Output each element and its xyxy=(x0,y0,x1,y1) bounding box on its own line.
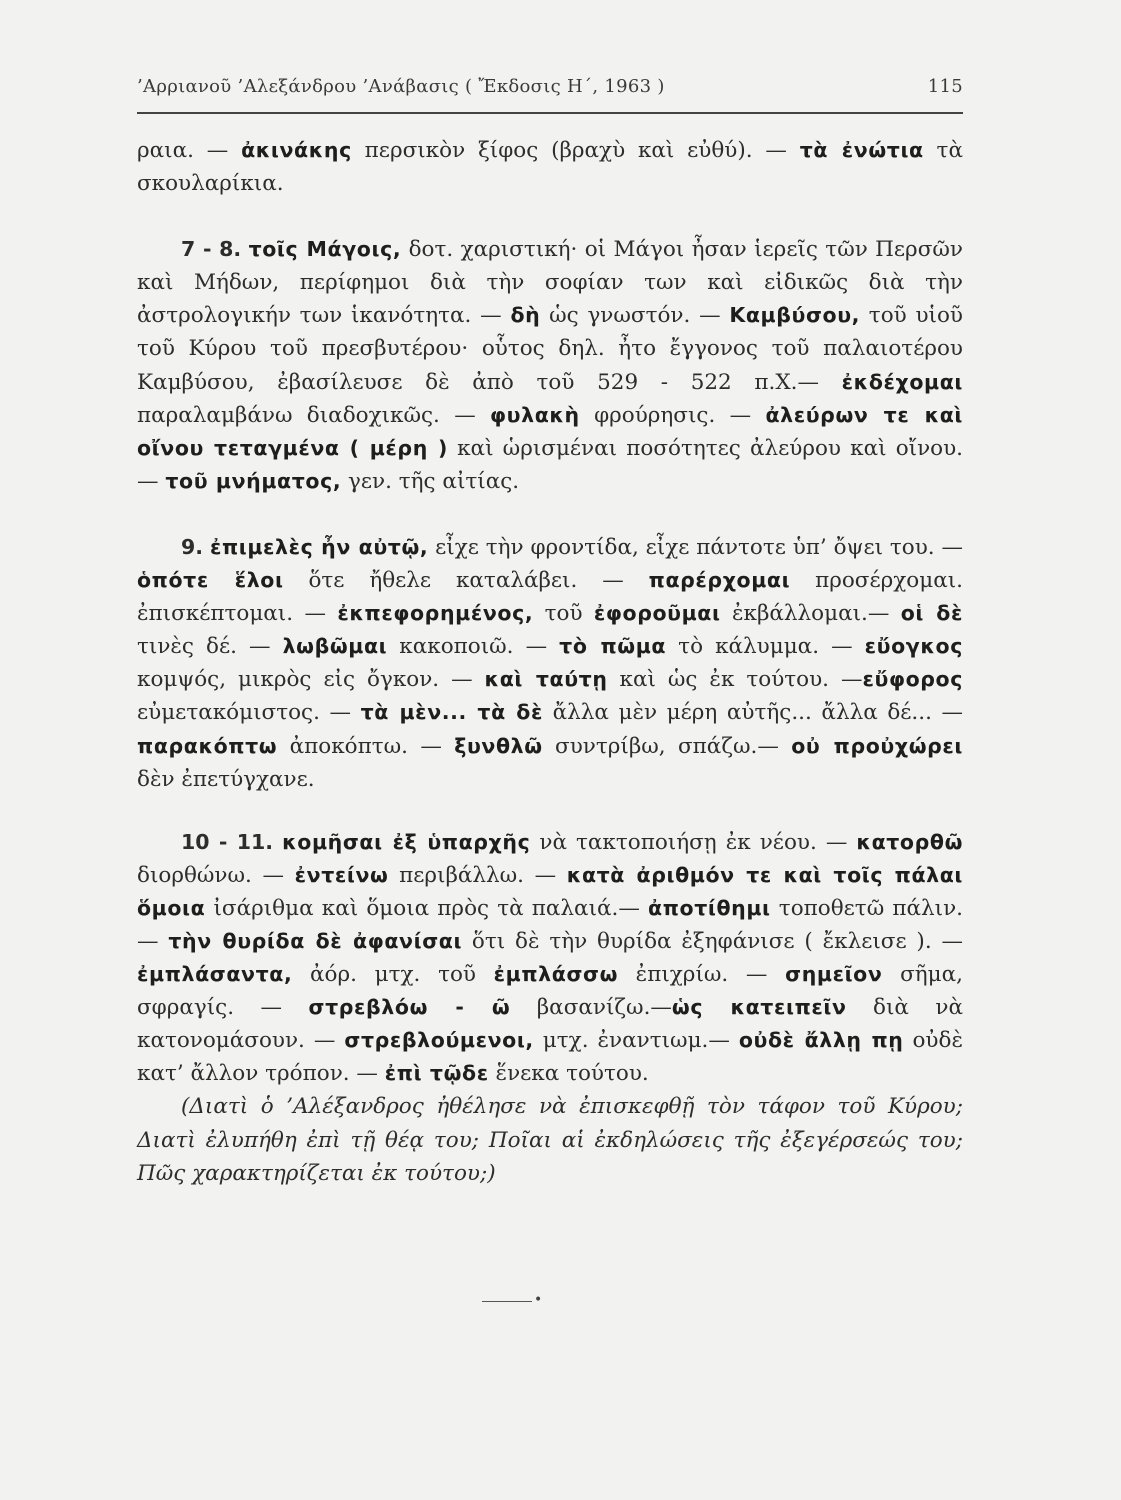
section-number: 10 - 11. xyxy=(181,829,274,854)
commentary-body xyxy=(137,134,963,1190)
paragraph-10-11: 10 - 11. κομῆσαι ἐξ ὑπαρχῆς νὰ τακτοποιήσῃ ἐκ νέου. — κατορθῶ διορθώνω. — ἐντείνω περιβάλλω. — κατὰ ἀριθμόν τε καὶ τοῖς πάλαι ὅμοια ἰσάριθμα καὶ ὅμοια πρὸς τὰ παλαιά.— ἀποτίθημι τοποθετῶ πάλιν. — τὴν θυρίδα δὲ ἀφανίσαι ὅτι δὲ τὴν θυρίδα ἐξηφάνισε ( ἔκλεισε ). — ἐμπλάσαντα, ἀόρ. μτχ. τοῦ ἐμπλάσσω ἐπιχρίω. — σημεῖον σῆμα, σφραγίς. — στρεβλόω - ῶ βασανίζω.—ὡς κατειπεῖν διὰ νὰ κατονομάσουν. — στρεβλούμενοι, μτχ. ἐναντιωμ.— οὐδὲ ἄλλῃ πῃ οὐδὲ κατ’ ἄλλον τρόπον. — ἐπὶ τῷδε ἕνεκα τούτου. xyxy=(137,829,963,1087)
running-header xyxy=(137,76,963,97)
section-number: 7 - 8. xyxy=(181,237,242,262)
paragraph-9: 9. ἐπιμελὲς ἦν αὐτῷ, εἶχε τὴν φροντίδα, εἶχε πάντοτε ὑπ’ ὄψει του. — ὁπότε ἕλοι ὅτε ἤθελε καταλάβει. — παρέρχομαι προσέρχομαι. ἐπισκέπτομαι. — ἐκπεφορημένος, τοῦ ἐφοροῦμαι ἐκβάλλομαι.— οἱ δὲ τινὲς δέ. — λωβῶμαι κακοποιῶ. — τὸ πῶμα τὸ κάλυμμα. — εὔογκος κομψός, μικρὸς εἰς ὄγκον. — καὶ ταύτῃ καὶ ὡς ἐκ τούτου. —εὔφορος εὐμετακόμιστος. — τὰ μὲν... τὰ δὲ ἄλλα μὲν μέρη αὐτῆς... ἄλλα δέ... — παρακόπτω ἀποκόπτω. — ξυνθλῶ συντρίβω, σπάζω.— οὐ προὐχώρει δὲν ἐπετύγχανε. xyxy=(137,534,964,792)
end-mark: • xyxy=(534,1292,543,1308)
page-number: 115 xyxy=(927,76,963,97)
running-title: ’Αρριανοῦ ’Αλεξάνδρου ’Ανάβασις ( Ἔκδοσις Η΄, 1963 ) xyxy=(137,76,665,97)
paragraph-7-8: 7 - 8. τοῖς Μάγοις, δοτ. χαριστική· οἱ Μάγοι ἦσαν ἱερεῖς τῶν Περσῶν καὶ Μήδων, περίφημοι διὰ τὴν σοφίαν των καὶ εἰδικῶς διὰ τὴν ἀστρολογικήν των ἱκανότητα. — δὴ ὡς γνωστόν. — Καμβύσου, τοῦ υἱοῦ τοῦ Κύρου τοῦ πρεσβυτέρου· οὗτος δηλ. ἦτο ἔγγονος τοῦ παλαιοτέρου Καμβύσου, ἐβασίλευσε δὲ ἀπὸ τοῦ 529 - 522 π.Χ.— ἐκδέχομαι παραλαμβάνω διαδοχικῶς. — φυλακὴ φρούρησις. — ἀλεύρων τε καὶ οἴνου τεταγμένα ( μέρη ) καὶ ὡρισμέναι ποσότητες ἀλεύρου καὶ οἴνου. — τοῦ μνήματος, γεν. τῆς αἰτίας. xyxy=(137,237,964,494)
study-questions: (Διατὶ ὁ ’Αλέξανδρος ἠθέλησε νὰ ἐπισκεφθῇ τὸν τάφον τοῦ Κύρου; Διατὶ ἐλυπήθη ἐπὶ τῇ θέᾳ του; Ποῖαι αἱ ἐκδηλώσεις τῆς ἐξεγέρσεώς του; Πῶς χαρακτηρίζεται ἐκ τούτου;) xyxy=(137,1094,963,1186)
paragraph-continuation: ραια. — ἀκινάκης περσικὸν ξίφος (βραχὺ καὶ εὐθύ). — τὰ ἐνώτια τὰ σκουλαρίκια. xyxy=(137,138,963,197)
header-rule xyxy=(137,112,963,114)
end-rule xyxy=(482,1301,532,1302)
section-number: 9. xyxy=(181,534,204,559)
